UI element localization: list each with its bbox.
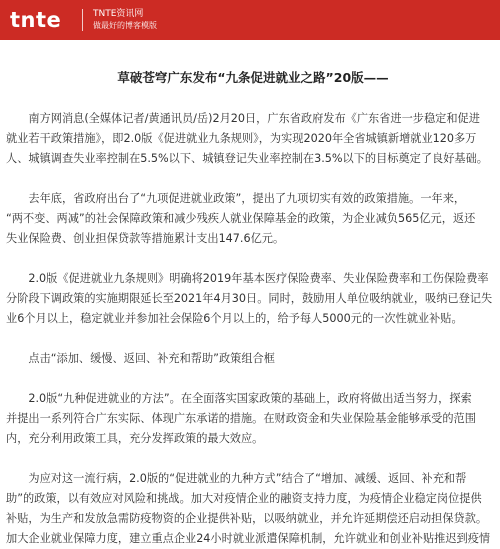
paragraph-line: 南方网消息(全媒体记者/黄通讯员/岳)2月20日，广东省政府发布《广东省进一步稳定和促进 bbox=[6, 112, 480, 125]
article-paragraph-3 bbox=[6, 269, 500, 329]
header-divider bbox=[82, 9, 83, 31]
paragraph-line: 2.0版《促进就业九条规则》明确将2019年基本医疗保险费率、失业保险费率和工伤保险费率 bbox=[6, 272, 489, 285]
brand-name: TNTE资讯网 bbox=[93, 9, 144, 19]
article-paragraph-5 bbox=[6, 389, 500, 449]
paragraph-line: 加大企业就业保障力度，建立重点企业24小时就业派遣保障机制，允许就业和创业补贴推迟到疫情 bbox=[6, 532, 491, 545]
article-paragraph-6 bbox=[6, 469, 500, 549]
paragraph-line: 去年底，省政府出台了“九项促进就业政策”，提出了九项切实有效的政策措施。一年来， bbox=[6, 192, 466, 205]
paragraph-gap bbox=[6, 249, 500, 269]
paragraph-line: 2.0版“九种促进就业的方法”。在全面落实国家政策的基础上，政府将做出适当努力，探索 bbox=[6, 392, 472, 405]
paragraph-line: 内，充分利用政策工具，充分发挥政策的最大效应。 bbox=[6, 432, 264, 445]
article-paragraph-4 bbox=[6, 349, 500, 369]
paragraph-line: 补贴，为生产和发放急需防疫物资的企业提供补贴，以吸纳就业，并允许延期偿还启动担保贷款。 bbox=[6, 512, 488, 525]
paragraph-line: 为应对这一流行病，2.0版的“促进就业的九种方式”结合了“增加、减缓、返回、补充和帮 bbox=[6, 472, 467, 485]
paragraph-gap bbox=[6, 369, 500, 389]
site-header bbox=[0, 0, 500, 40]
paragraph-gap bbox=[6, 449, 500, 469]
paragraph-line: 业6个月以上，稳定就业并参加社会保险6个月以上的，给予每人5000元的一次性就业补贴。 bbox=[6, 312, 463, 325]
article bbox=[0, 68, 500, 549]
paragraph-line: 点击“添加、缓慢、返回、补充和帮助”政策组合框 bbox=[6, 352, 275, 365]
paragraph-line: 并提出一系列符合广东实际、体现广东承诺的措施。在财政资金和失业保险基金能够承受的范围 bbox=[6, 412, 476, 425]
article-paragraph-1 bbox=[6, 109, 500, 169]
paragraph-gap bbox=[6, 169, 500, 189]
paragraph-line: 人、城镇调查失业率控制在5.5%以下、城镇登记失业率控制在3.5%以下的目标奠定了良好基础。 bbox=[6, 152, 488, 165]
paragraph-line: 助”的政策，以有效应对风险和挑战。加大对疫情企业的融资支持力度，为疫情企业稳定岗位提供 bbox=[6, 492, 482, 505]
brand-slogan: 做最好的博客模版 bbox=[93, 21, 157, 30]
paragraph-gap bbox=[6, 329, 500, 349]
paragraph-line: 就业若干政策措施》，即2.0版《促进就业九条规则》，为实现2020年全省城镇新增就业120多万 bbox=[6, 132, 477, 145]
paragraph-line: 失业保险费、创业担保贷款等措施累计支出147.6亿元。 bbox=[6, 232, 285, 245]
article-paragraph-2 bbox=[6, 189, 500, 249]
paragraph-line: “两不变、两减”的社会保障政策和减少残疾人就业保障基金的政策，为企业减负565亿元，返还 bbox=[6, 212, 476, 225]
site-logo[interactable]: tnte bbox=[10, 8, 62, 32]
paragraph-line: 分阶段下调政策的实施期限延长至2021年4月30日。同时，鼓励用人单位吸纳就业，吸纳已登记失 bbox=[6, 292, 493, 305]
article-title: 草破苍穹广东发布“九条促进就业之路”20版—— bbox=[117, 70, 389, 85]
brand-block bbox=[93, 9, 157, 31]
